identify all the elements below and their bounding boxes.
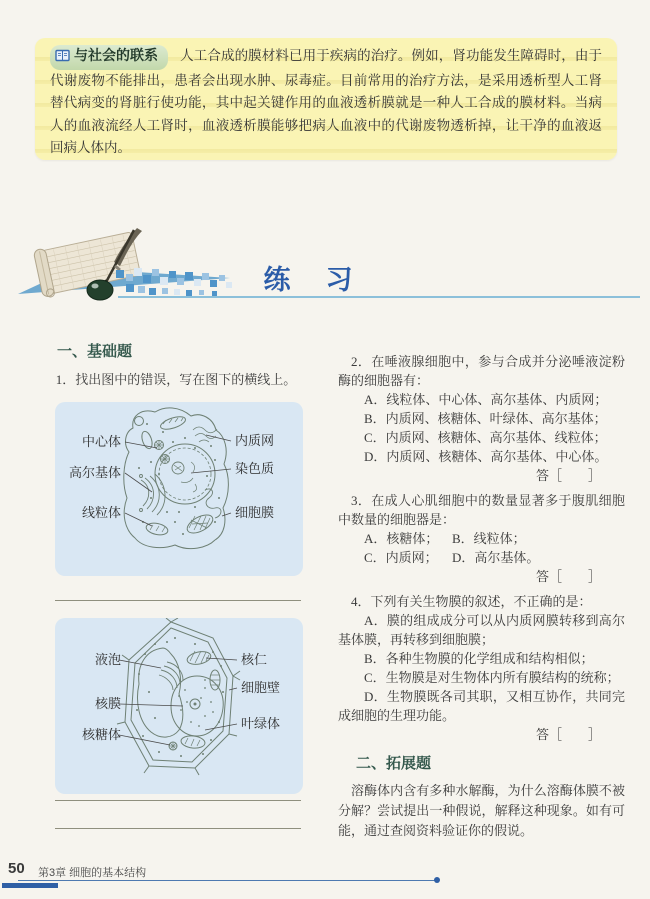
golgi-body (140, 474, 166, 515)
question-2-option-c: C．内质网、核糖体、高尔基体、线粒体； (364, 430, 607, 445)
society-paragraph (50, 45, 602, 159)
question-2-option-b: B．内质网、核糖体、叶绿体、高尔基体； (364, 411, 607, 426)
question-3 (338, 491, 625, 586)
question-4-option-a: A．膜的组成成分可以从内质网膜转移到高尔基体膜，再转移到细胞膜； (338, 613, 625, 647)
page-footer (0, 858, 650, 894)
question-3-option-d: D．高尔基体。 (452, 550, 540, 565)
question-2-answer-brackets: 答［ ］ (535, 468, 601, 483)
answer-line (55, 800, 301, 801)
chapter-title: 第3章 细胞的基本结构 (38, 867, 147, 879)
section-heading-basic: 一、基础题 (57, 343, 133, 360)
label-er: 内质网 (235, 433, 275, 448)
cell-membrane-outline (124, 408, 229, 549)
golgi-stack (159, 662, 183, 690)
exercise-header (0, 224, 650, 302)
pointer-lines (125, 435, 231, 526)
questions-column (338, 352, 625, 841)
plant-cell-figure (55, 618, 303, 794)
question-2-option-a: A．线粒体、中心体、高尔基体、内质网； (364, 392, 608, 407)
question-3-options-row2 (338, 548, 625, 567)
footer-rule (18, 880, 437, 881)
label-nucleolus: 核仁 (241, 652, 268, 667)
question-4-stem: 4．下列有关生物膜的叙述，不正确的是： (351, 594, 592, 609)
header-underline (118, 296, 640, 298)
society-text: 人工合成的膜材料已用于疾病的治疗。例如，肾功能发生障碍时，由于代谢废物不能排出，患者会出现水肿、尿毒症。目前常用的治疗方法，是采用透析型人工肾替代病变的肾脏行使功能，其中起关键作用的血液透析膜就是一种人工合成的膜材料。当病人的血液流经人工肾时，血液透析膜能够把病人血液中的代谢废物透析掉，让干净的血液返回病人体内。 (50, 48, 602, 155)
question-4-option-c: C．生物膜是对生物体内所有膜结构的统称； (364, 670, 620, 685)
centrioles (155, 441, 170, 464)
page-number: 50 (8, 860, 25, 877)
animal-cell-diagram (55, 402, 303, 576)
ribosome (169, 742, 177, 750)
answer-line (55, 600, 301, 601)
extension-question-text: 溶酶体内含有多种水解酶，为什么溶酶体膜不被分解？尝试提出一种假说，解释这种现象。如有可能，通过查阅资料验证你的假说。 (338, 783, 625, 838)
label-cell-membrane: 细胞膜 (235, 505, 275, 520)
question-3-answer-brackets: 答［ ］ (535, 569, 601, 584)
label-cell-wall: 细胞壁 (241, 680, 281, 695)
question-1-text: 1．找出图中的错误，写在图下的横线上。 (55, 372, 297, 387)
question-4 (338, 592, 625, 744)
question-3-options-row1 (338, 529, 625, 548)
hatched-organelle (184, 511, 215, 537)
society-label: 与社会的联系 (74, 49, 158, 64)
question-2-stem: 2．在唾液腺细胞中，参与合成并分泌唾液淀粉酶的细胞器有： (338, 354, 625, 388)
question-2 (338, 352, 625, 485)
label-golgi: 高尔基体 (68, 465, 121, 480)
label-vacuole: 液泡 (94, 652, 121, 667)
nucleus (155, 444, 215, 504)
footer-accent-bar (2, 883, 58, 888)
society-label-pill (50, 45, 168, 70)
ribosome-dots (138, 423, 220, 535)
label-ribosome: 核糖体 (81, 727, 121, 742)
endoplasmic-reticulum (193, 427, 217, 442)
answer-line (55, 828, 301, 829)
question-4-option-b: B．各种生物膜的化学组成和结构相似； (364, 651, 594, 666)
question-2-option-d: D．内质网、核糖体、高尔基体、中心体。 (364, 449, 608, 464)
label-chromatin: 染色质 (235, 461, 275, 476)
label-centriole: 中心体 (81, 434, 121, 449)
chloroplast-bottom (180, 735, 205, 749)
animal-cell-figure (55, 402, 303, 576)
question-3-option-a: A．核糖体； (364, 531, 439, 546)
exercise-title: 练 习 (263, 265, 357, 295)
label-mitochondrion: 线粒体 (81, 505, 121, 520)
label-nuclear-membrane: 核膜 (94, 696, 121, 711)
question-3-option-c: C．内质网； (364, 550, 438, 565)
book-icon (55, 49, 70, 62)
society-connection-box (35, 38, 617, 160)
basic-questions-column (35, 340, 327, 829)
footer-rule-dot (434, 877, 440, 883)
section-heading-extension: 二、拓展题 (356, 755, 432, 772)
question-3-option-b: B．线粒体； (452, 531, 526, 546)
striped-organelle-right (210, 670, 220, 690)
question-3-stem: 3．在成人心肌细胞中的数量显著多于腹肌细胞中数量的细胞器是： (338, 493, 625, 527)
question-4-answer-brackets: 答［ ］ (535, 727, 601, 742)
label-chloroplast: 叶绿体 (241, 716, 281, 731)
question-4-option-d: D．生物膜既各司其职，又相互协作，共同完成细胞的生理功能。 (338, 689, 625, 723)
